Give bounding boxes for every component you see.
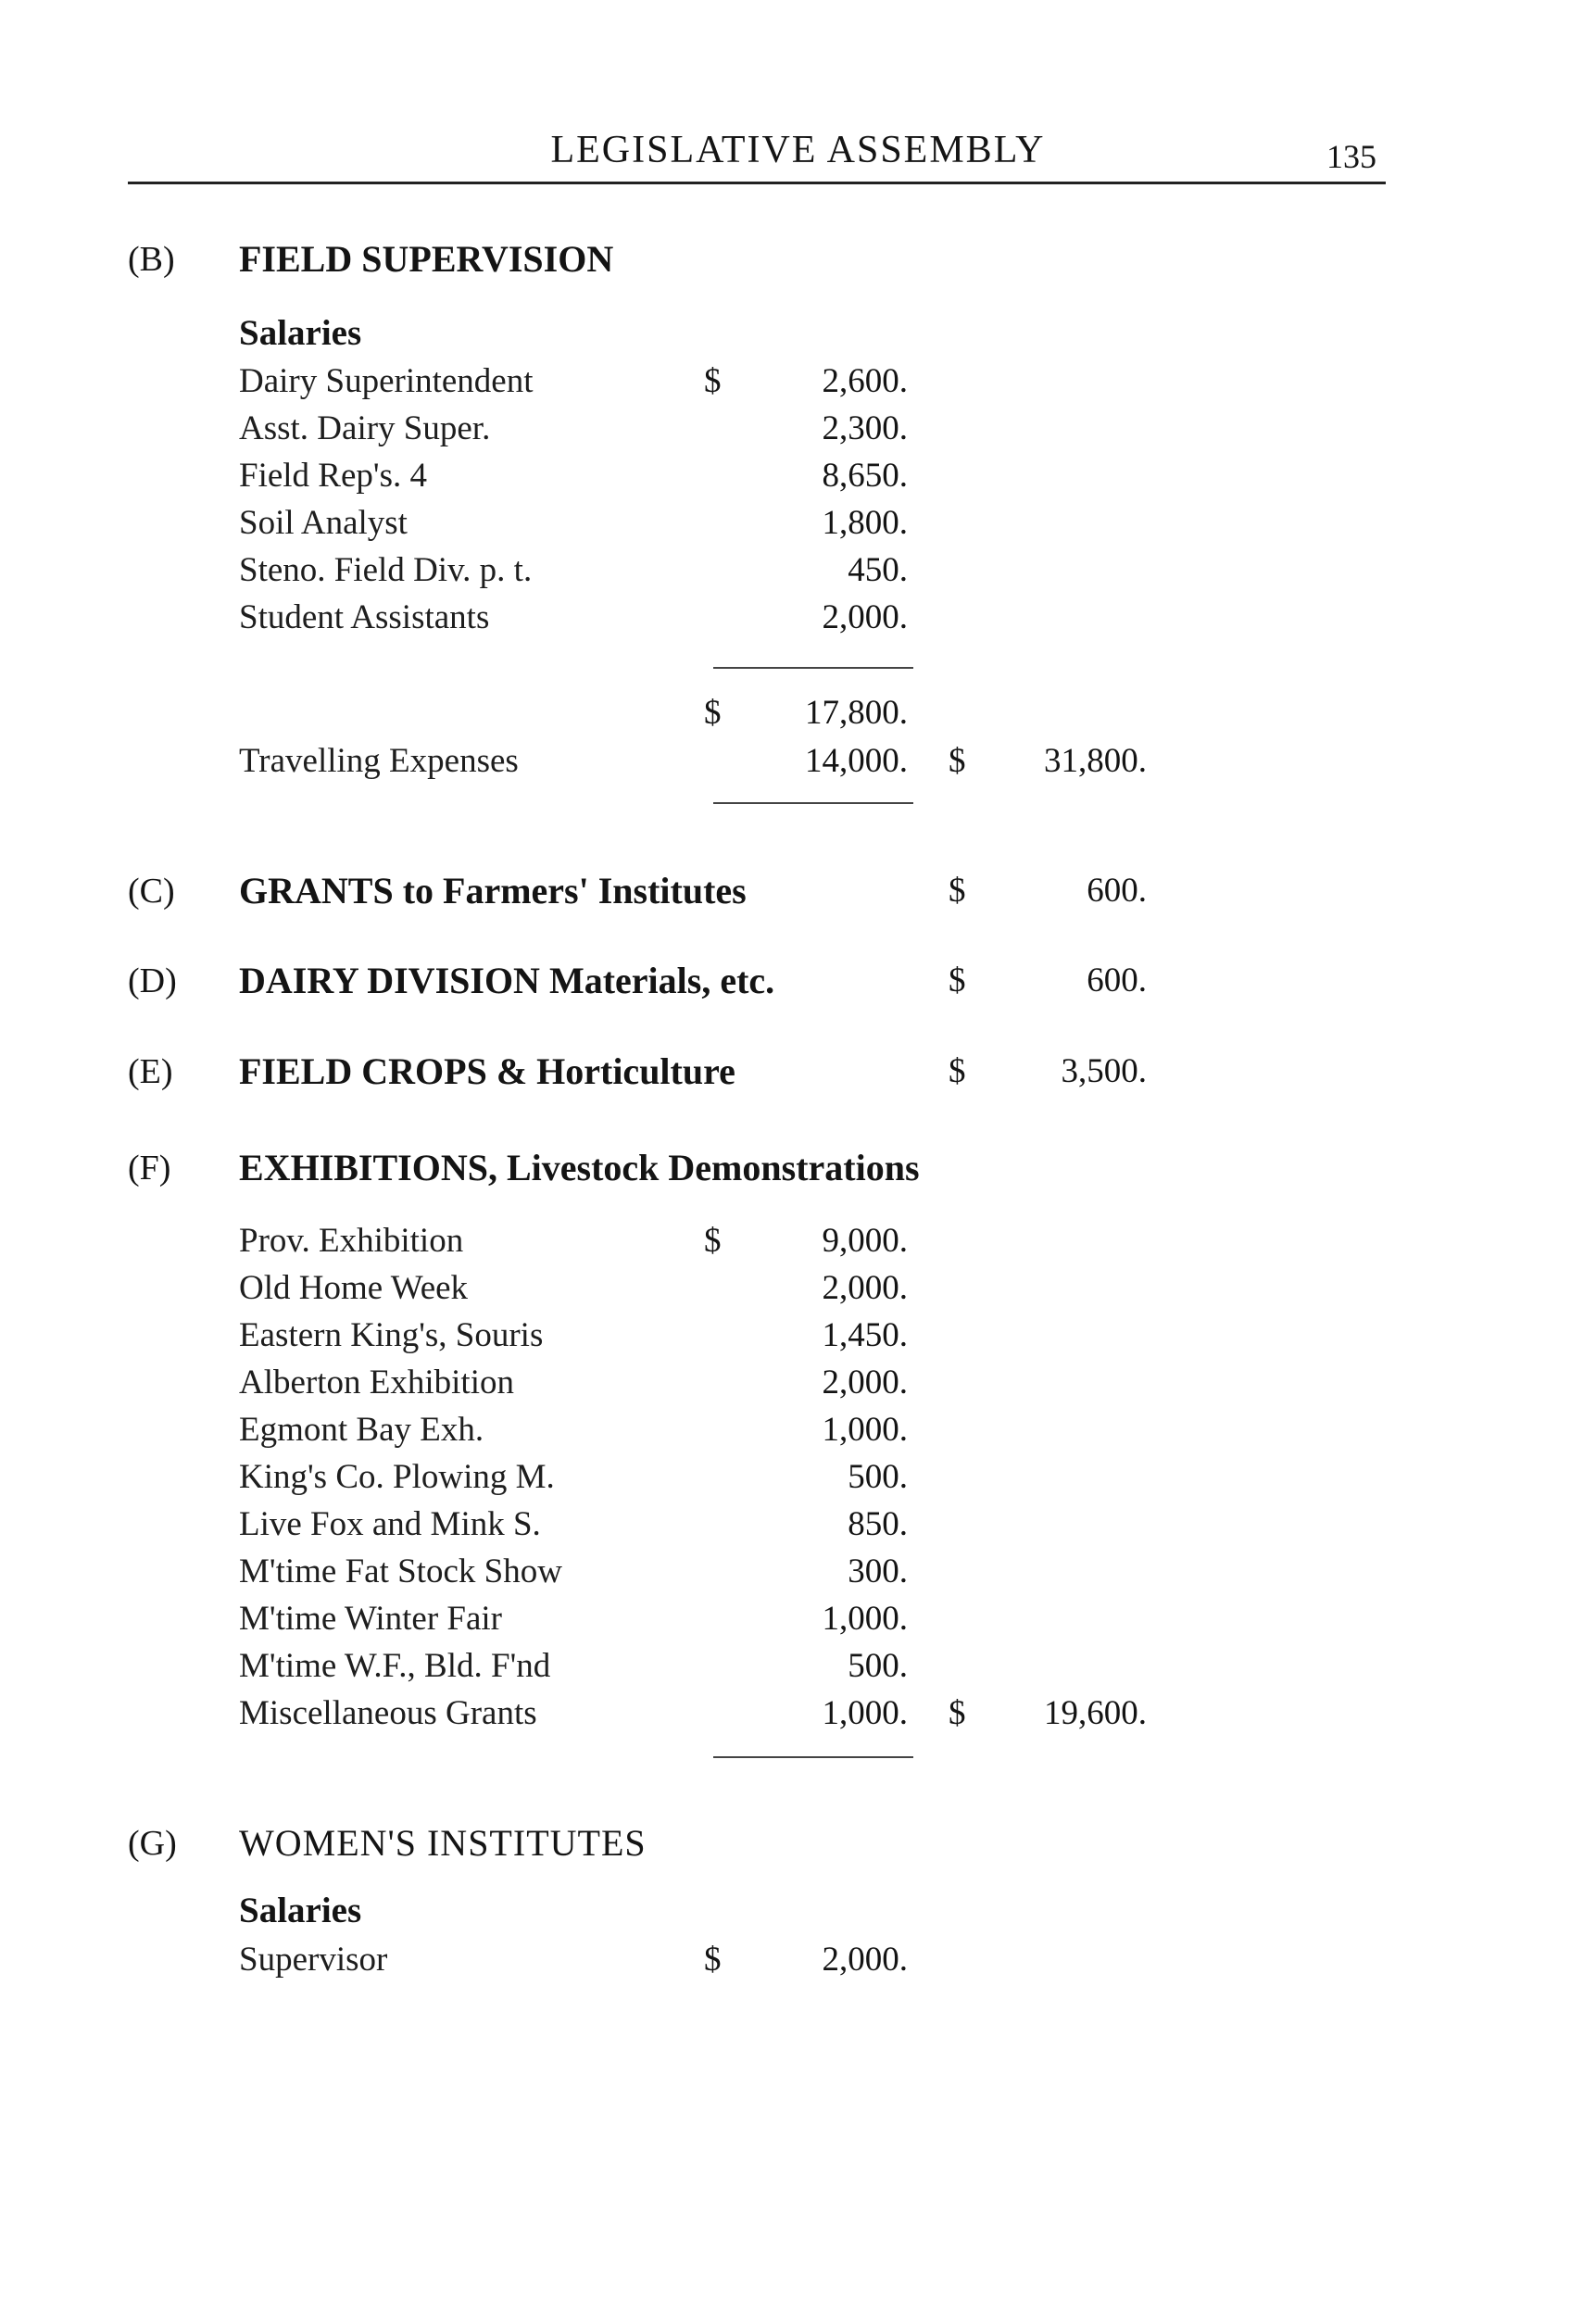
line-item-label: Live Fox and Mink S. xyxy=(239,1505,541,1543)
section-e-title: FIELD CROPS & Horticulture xyxy=(239,1050,735,1092)
section-e-amount: 3,500. xyxy=(1061,1052,1147,1090)
line-item-label: Egmont Bay Exh. xyxy=(239,1411,484,1449)
dollar-sign: $ xyxy=(949,872,966,910)
line-item-label: M'time W.F., Bld. F'nd xyxy=(239,1647,551,1685)
line-item-amount: 300. xyxy=(848,1552,908,1590)
line-item-amount: 2,000. xyxy=(822,1941,908,1979)
line-item-label: Old Home Week xyxy=(239,1269,469,1307)
line-item-label: Dairy Superintendent xyxy=(239,362,534,400)
line-item-amount: 500. xyxy=(848,1647,908,1685)
section-g-subhead: Salaries xyxy=(239,1891,362,1930)
line-item-amount: 1,450. xyxy=(822,1316,908,1354)
total-rule xyxy=(713,802,913,804)
line-item-amount: 1,000. xyxy=(822,1694,908,1732)
travel-expenses-label: Travelling Expenses xyxy=(239,742,519,780)
line-item-amount: 450. xyxy=(848,551,908,589)
dollar-sign: $ xyxy=(704,1222,722,1260)
line-item-label: Student Assistants xyxy=(239,598,490,636)
line-item-label: Supervisor xyxy=(239,1941,388,1979)
section-b-subhead: Salaries xyxy=(239,313,362,353)
line-item-amount: 850. xyxy=(848,1505,908,1543)
travel-expenses-amount: 14,000. xyxy=(805,742,908,780)
section-d-title: DAIRY DIVISION Materials, etc. xyxy=(239,960,775,1001)
dollar-sign: $ xyxy=(704,694,722,732)
dollar-sign: $ xyxy=(949,1052,966,1090)
total-rule xyxy=(713,1756,913,1758)
line-item-amount: 9,000. xyxy=(822,1222,908,1260)
line-item-label: Miscellaneous Grants xyxy=(239,1694,537,1732)
header-rule xyxy=(128,182,1386,184)
line-item-label: Eastern King's, Souris xyxy=(239,1316,544,1354)
line-item-amount: 2,600. xyxy=(822,362,908,400)
section-g-letter: (G) xyxy=(128,1824,177,1863)
line-item-amount: 500. xyxy=(848,1458,908,1496)
line-item-label: Alberton Exhibition xyxy=(239,1364,514,1401)
line-item-label: Asst. Dairy Super. xyxy=(239,409,491,447)
subtotal-amount: 17,800. xyxy=(805,694,908,732)
section-d-amount: 600. xyxy=(1087,961,1147,999)
section-f-title: EXHIBITIONS, Livestock Demonstrations xyxy=(239,1147,920,1188)
section-c-amount: 600. xyxy=(1087,872,1147,910)
line-item-amount: 2,000. xyxy=(822,598,908,636)
dollar-sign: $ xyxy=(949,1694,966,1732)
line-item-label: M'time Winter Fair xyxy=(239,1600,503,1638)
section-c-title: GRANTS to Farmers' Institutes xyxy=(239,870,747,911)
line-item-label: Field Rep's. 4 xyxy=(239,457,427,495)
page-header-title: LEGISLATIVE ASSEMBLY xyxy=(550,129,1046,171)
line-item-label: M'time Fat Stock Show xyxy=(239,1552,562,1590)
line-item-amount: 8,650. xyxy=(822,457,908,495)
section-e-letter: (E) xyxy=(128,1052,173,1091)
page-number: 135 xyxy=(1326,138,1376,175)
line-item-label: Steno. Field Div. p. t. xyxy=(239,551,533,589)
line-item-label: King's Co. Plowing M. xyxy=(239,1458,555,1496)
section-b-title: FIELD SUPERVISION xyxy=(239,238,614,280)
dollar-sign: $ xyxy=(949,742,966,780)
section-d-letter: (D) xyxy=(128,961,177,1000)
line-item-amount: 2,000. xyxy=(822,1364,908,1401)
section-c-letter: (C) xyxy=(128,872,175,911)
line-item-amount: 1,000. xyxy=(822,1600,908,1638)
line-item-amount: 1,000. xyxy=(822,1411,908,1449)
section-b-total: 31,800. xyxy=(1044,742,1147,780)
line-item-amount: 2,000. xyxy=(822,1269,908,1307)
dollar-sign: $ xyxy=(949,961,966,999)
line-item-label: Prov. Exhibition xyxy=(239,1222,464,1260)
section-f-letter: (F) xyxy=(128,1149,171,1188)
dollar-sign: $ xyxy=(704,1941,722,1979)
section-g-title: WOMEN'S INSTITUTES xyxy=(239,1822,647,1864)
line-item-amount: 2,300. xyxy=(822,409,908,447)
section-b-letter: (B) xyxy=(128,240,175,279)
line-item-amount: 1,800. xyxy=(822,504,908,542)
line-item-label: Soil Analyst xyxy=(239,504,408,542)
section-f-total: 19,600. xyxy=(1044,1694,1147,1732)
subtotal-rule xyxy=(713,667,913,669)
dollar-sign: $ xyxy=(704,362,722,400)
